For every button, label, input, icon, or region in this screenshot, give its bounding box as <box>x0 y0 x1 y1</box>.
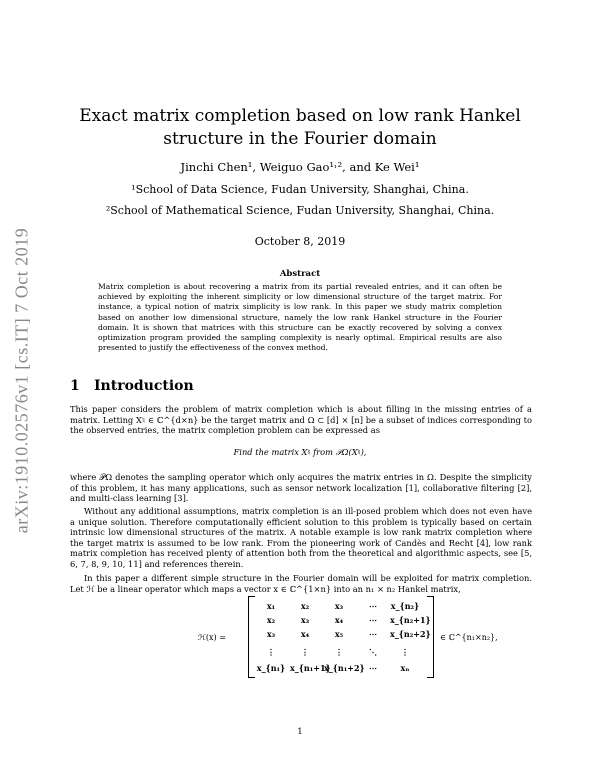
abstract-text: Matrix completion is about recovering a matrix from its partial revealed entries, and it can often be achieved by exploiting the inherent simplicity or low dimensional structure of the target matrix. For instance, a typical notion of matrix simplicity is low rank. In this paper we study matrix completion based on another low dimensional structure, namely the low rank Hankel structure in the Fourier domain. It is shown that matrices with this structure can be exactly recovered by solving a convex optimization program provided the sampling complexity is nearly optimal. Empirical results are also presented to justify the effectiveness of the convex method. <box>98 282 502 353</box>
matrix-cell: x₂ <box>266 615 276 625</box>
matrix-cell: ⋯ <box>369 601 377 611</box>
paragraph-1: This paper considers the problem of matrix completion which is about filling in the missing entries of a matrix. Letting X♮ ∈ ℂ^{d×n} be the target matrix and Ω ⊂ [d] × [n] be a subset of indices corresponding to the observed entries, the matrix completion problem can be expressed as <box>70 404 532 435</box>
equation-1: Find the matrix X♮ from 𝒫Ω(X♮), <box>233 447 367 457</box>
matrix-cell: x_{n₁+1} <box>290 663 331 673</box>
authors: Jinchi Chen¹, Weiguo Gao¹˒², and Ke Wei¹ <box>180 160 420 174</box>
matrix-cell: xₙ <box>400 663 410 673</box>
matrix-tail: ∈ ℂ^{n₁×n₂}, <box>440 633 498 642</box>
affiliation-2: ²School of Mathematical Science, Fudan University, Shanghai, China. <box>105 204 495 217</box>
hankel-matrix <box>198 596 538 676</box>
left-bracket <box>248 596 255 678</box>
matrix-cell: ⋯ <box>369 615 377 625</box>
matrix-cell: x₂ <box>300 601 310 611</box>
matrix-cell: ⋮ <box>401 647 409 657</box>
paragraph-4: In this paper a different simple structure in the Fourier domain will be exploited for matrix completion. Let ℋ be a linear operator which maps a vector x ∈ ℂ^{1×n} into an n₁ × n₂ Hankel matrix, <box>70 573 532 594</box>
matrix-cell: x₁ <box>266 601 276 611</box>
matrix-cell: x₄ <box>334 615 344 625</box>
matrix-cell: x_{n₂+1} <box>390 615 431 625</box>
matrix-cell: x_{n₂} <box>390 601 420 611</box>
matrix-cell: ⋱ <box>369 647 377 657</box>
matrix-cell: ⋮ <box>301 647 309 657</box>
matrix-cell: x_{n₂+2} <box>390 629 431 639</box>
paper-title: Exact matrix completion based on low rank Hankel structure in the Fourier domain <box>79 106 521 149</box>
matrix-cell: x₄ <box>300 629 310 639</box>
matrix-cell: x_{n₁} <box>256 663 286 673</box>
matrix-cell: ⋮ <box>267 647 275 657</box>
matrix-cell: x_{n₁+2} <box>324 663 365 673</box>
page-number: 1 <box>297 727 303 737</box>
section-number: 1 <box>70 378 80 394</box>
matrix-cell: x₃ <box>334 601 344 611</box>
matrix-cell: x₃ <box>300 615 310 625</box>
date: October 8, 2019 <box>254 235 346 248</box>
abstract-heading: Abstract <box>279 269 321 279</box>
matrix-cell: x₅ <box>334 629 344 639</box>
arxiv-stamp: arXiv:1910.02576v1 [cs.IT] 7 Oct 2019 <box>11 227 32 534</box>
matrix-cell: ⋮ <box>335 647 343 657</box>
section-title: Introduction <box>94 378 194 394</box>
paragraph-3: Without any additional assumptions, matrix completion is an ill-posed problem which does not even have a unique solution. Therefore computationally efficient solution to this problem is typically based on certain intrinsic low dimensional structures of the matrix. A notable example is low rank matrix completion where the target matrix is assumed to be low rank. From the pioneering work of Candès and Recht [4], low rank matrix completion has received plenty of attention both from the theoretical and algorithmic aspects, see [5, 6, 7, 8, 9, 10, 11] and references therein. <box>70 506 532 569</box>
matrix-cell: ⋯ <box>369 629 377 639</box>
matrix-cell: ⋯ <box>369 663 377 673</box>
paragraph-2: where 𝒫Ω denotes the sampling operator which only acquires the matrix entries in Ω. Despite the simplicity of this problem, it has many applications, such as sensor network localization [1], collaborative filtering [2], and multi-class learning [3]. <box>70 472 532 503</box>
matrix-cell: x₃ <box>266 629 276 639</box>
affiliation-1: ¹School of Data Science, Fudan University, Shanghai, China. <box>131 183 469 196</box>
matrix-label: ℋ(x) = <box>198 633 226 642</box>
section-heading <box>70 378 194 394</box>
